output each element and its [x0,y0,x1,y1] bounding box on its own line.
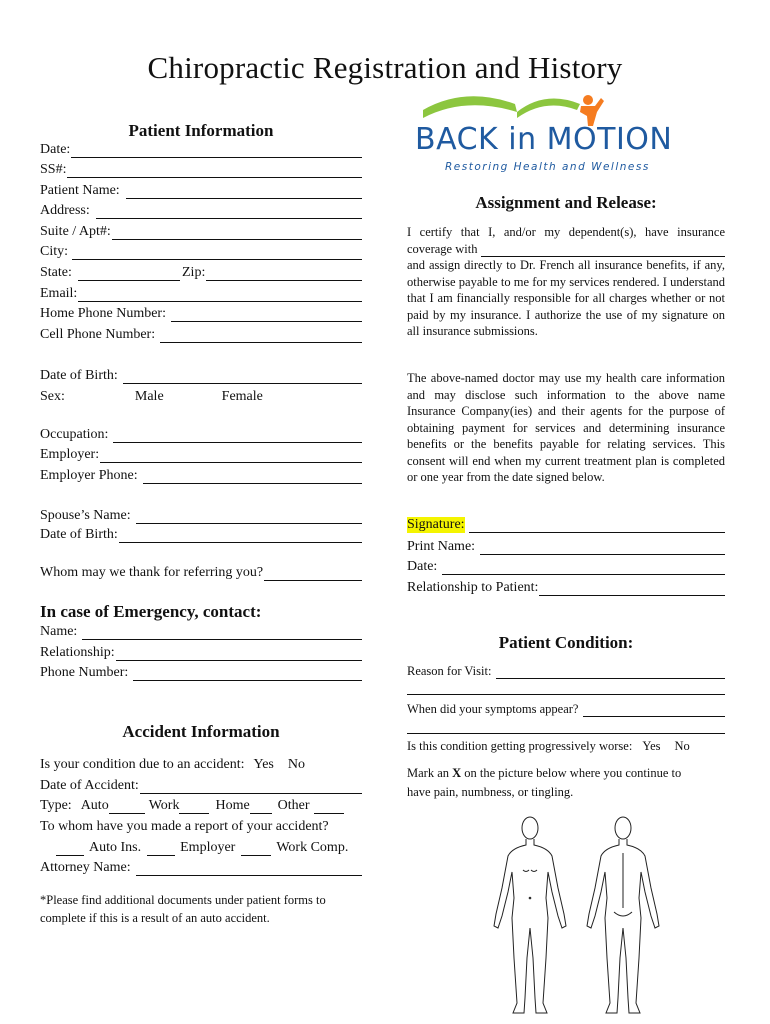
address-field[interactable] [40,203,362,219]
relationship-to-patient-label: Relationship to Patient: [407,580,539,595]
referral-field[interactable] [40,565,362,581]
emergency-name-field[interactable] [40,624,362,640]
state-label: State: [40,265,72,280]
back-body-figure[interactable] [587,817,659,1013]
reason-for-visit-line-2[interactable] [407,694,725,695]
type-home-blank[interactable] [250,801,272,814]
suite-field[interactable] [40,224,362,240]
accident-type-label: Type: [40,798,72,813]
attorney-field[interactable] [40,860,362,876]
logo-tagline: Restoring Health and Wellness [445,161,650,173]
spouse-name-label: Spouse’s Name: [40,508,131,523]
logo-name-motion: MOTION [546,122,673,157]
signature-field[interactable] [407,517,725,533]
employer-option-label: Employer [180,840,236,855]
city-label: City: [40,244,69,259]
cell-phone-label: Cell Phone Number: [40,327,156,342]
patient-name-field[interactable] [40,183,362,199]
employer-phone-label: Employer Phone: [40,468,138,483]
signature-label: Signature: [407,517,465,532]
auto-ins-label: Auto Ins. [89,840,142,855]
accident-question [40,757,362,773]
assignment-line-1: I certify that I, and/or my dependent(s), have insurance [407,225,725,239]
accident-type-field [40,798,362,814]
employer-label: Employer: [40,447,100,462]
back-in-motion-logo [405,92,695,177]
accident-date-label: Date of Accident: [40,778,139,793]
accident-heading: Accident Information [122,722,280,741]
emergency-heading: In case of Emergency, contact: [40,602,262,621]
spouse-dob-field[interactable] [40,527,362,543]
type-other-label: Other [277,798,310,813]
logo-name-back: BACK in [415,122,547,157]
accident-question-label: Is your condition due to an accident: [40,757,245,772]
symptoms-appear-label: When did your symptoms appear? [407,702,579,716]
assignment-body: and assign directly to Dr. French all insurance benefits, if any, otherwise payable to me for my services rendered. I understand that I am financially responsible for all charges whether or not paid by my insurance. I authorize the use of my signature on all insurance submissions. [407,258,725,338]
assignment-paragraph-2: The above-named doctor may use my health care information and may disclose such information to the above name Insurance Company(ies) and their agents for the purpose of obtaining payment for services and determining insurance benefits or the benefits payable for relating services. This consent will end when my current treatment plan is completed or one year from the date signed below. [407,371,725,484]
accident-yes-option[interactable]: Yes [253,757,274,772]
assignment-paragraph-1 [407,224,725,340]
sex-option-male[interactable]: Male [134,389,164,404]
cell-phone-field[interactable] [40,327,362,343]
type-work-blank[interactable] [179,801,209,814]
symptoms-line-2[interactable] [407,733,725,734]
logo-figure-head [583,95,593,105]
worse-no-option[interactable]: No [674,739,690,753]
report-options [56,840,366,856]
front-body-figure[interactable] [494,817,566,1013]
auto-accident-note-line1: *Please find additional documents under patient forms to [40,893,326,907]
zip-label: Zip: [182,265,206,280]
suite-label: Suite / Apt#: [40,224,111,239]
patient-name-label: Patient Name: [40,183,120,198]
auto-accident-note-line2: complete if this is a result of an auto accident. [40,911,270,925]
spouse-dob-label: Date of Birth: [40,527,118,542]
type-home-label: Home [215,798,250,813]
dob-label: Date of Birth: [40,368,118,383]
ssn-label: SS#: [40,162,67,177]
patient-condition-heading: Patient Condition: [498,633,634,652]
emergency-relationship-field[interactable] [40,645,362,661]
logo-arc-right [517,99,580,118]
referral-label: Whom may we thank for referring you? [40,565,264,580]
emergency-phone-label: Phone Number: [40,665,129,680]
state-field[interactable] [40,265,180,281]
logo-arc-left [423,96,517,118]
occupation-field[interactable] [40,427,362,443]
email-label: Email: [40,286,78,301]
type-auto-blank[interactable] [109,801,145,814]
date-label: Date: [40,142,71,157]
coverage-line [407,241,725,258]
page-title: Chiropractic Registration and History [147,50,623,85]
type-other-blank[interactable] [314,801,344,814]
employer-field[interactable] [40,447,362,463]
accident-date-field[interactable] [40,778,362,794]
progressively-worse-label: Is this condition getting progressively worse: [407,739,633,753]
sex-option-female[interactable]: Female [221,389,263,404]
ssn-field[interactable] [40,162,362,178]
print-name-field[interactable] [407,539,725,555]
sex-field [40,389,362,405]
signature-date-field[interactable] [407,559,725,575]
symptoms-appear-field[interactable] [407,702,725,717]
email-field[interactable] [40,286,362,302]
occupation-label: Occupation: [40,427,109,442]
emergency-name-label: Name: [40,624,78,639]
home-phone-field[interactable] [40,306,362,322]
print-name-label: Print Name: [407,539,476,554]
relationship-to-patient-field[interactable] [407,580,725,596]
type-work-label: Work [148,798,180,813]
worse-yes-option[interactable]: Yes [642,739,661,753]
accident-no-option[interactable]: No [287,757,305,772]
mark-instructions [407,764,681,802]
signature-date-label: Date: [407,559,438,574]
coverage-blank[interactable] [481,245,725,257]
type-auto-label: Auto [80,798,109,813]
mark-pre: Mark an [407,766,449,780]
home-phone-label: Home Phone Number: [40,306,166,321]
emergency-phone-field[interactable] [40,665,362,681]
patient-info-heading: Patient Information [128,121,274,140]
report-question-label: To whom have you made a report of your accident? [40,819,329,834]
mark-line-2: have pain, numbness, or tingling. [407,785,574,799]
mark-x: X [452,766,462,780]
reason-for-visit-label: Reason for Visit: [407,664,492,678]
report-question [40,819,370,835]
employer-phone-field[interactable] [40,468,362,484]
emergency-relationship-label: Relationship: [40,645,115,660]
coverage-label: coverage with [407,241,478,256]
date-field[interactable] [40,142,362,158]
employer-blank[interactable] [147,843,175,856]
assignment-heading: Assignment and Release: [475,193,657,212]
work-comp-blank[interactable] [241,843,271,856]
reason-for-visit-field[interactable] [407,664,725,679]
zip-field[interactable] [182,265,362,281]
spouse-name-field[interactable] [40,508,362,524]
work-comp-label: Work Comp. [276,840,349,855]
address-label: Address: [40,203,90,218]
body-diagram[interactable] [490,808,675,1020]
auto-ins-blank[interactable] [56,843,84,856]
city-field[interactable] [40,244,362,260]
progressively-worse-question [407,739,725,754]
dob-field[interactable] [40,368,362,384]
mark-post: on the picture below where you continue to [464,766,682,780]
sex-label: Sex: [40,389,65,404]
attorney-label: Attorney Name: [40,860,131,875]
